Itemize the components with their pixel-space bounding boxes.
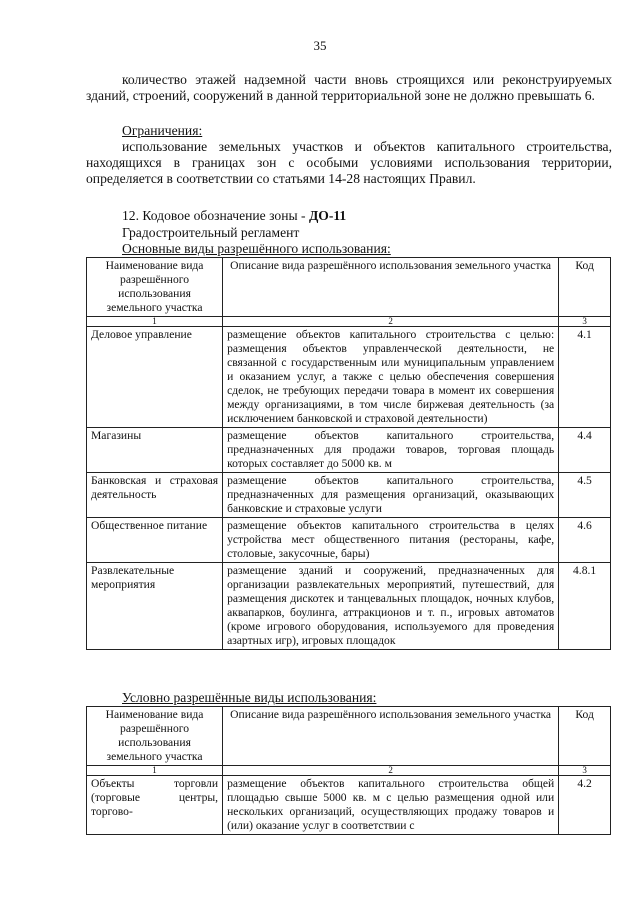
use-description: размещение объектов капитального строительства, предназначенных для продажи товаров, торговая площадь которых составляет до 5000 кв. м [223, 428, 559, 473]
page-number: 35 [313, 38, 327, 53]
conditional-uses-table [86, 706, 611, 835]
use-description: размещение объектов капитального строительства, предназначенных для размещения организаций, оказывающих банковские и страховые услуги [223, 473, 559, 518]
use-description: размещение объектов капитального строительства общей площадью свыше 5000 кв. м с целью размещения одной или нескольких организаций, осуществляющих продажу товаров и (или) оказание услуг в соответствии с [223, 776, 559, 835]
use-name: Объекты торговли (торговые центры, торгово- [87, 776, 223, 835]
use-code: 4.2 [559, 776, 611, 835]
use-name: Магазины [87, 428, 223, 473]
table-row [87, 563, 611, 650]
table-header-row [87, 707, 611, 766]
header-code: Код [559, 258, 611, 317]
restrictions-label [86, 123, 612, 139]
header-code: Код [559, 707, 611, 766]
intro-paragraph-floors: количество этажей надземной части вновь строящихся или реконструируемых зданий, строений, сооружений в данной территориальной зоне не должно превышать 6. [86, 72, 612, 103]
zone-title-prefix: 12. Кодовое обозначение зоны - [122, 208, 309, 223]
intro-paragraph-restrictions: использование земельных участков и объектов капитального строительства, находящихся в границах зон с особыми условиями использования территории, определяется в соответствии со статьями 14-28 настоящих Правил. [86, 139, 612, 186]
use-code: 4.4 [559, 428, 611, 473]
regulation-label: Градостроительный регламент [122, 225, 300, 240]
restrictions-label-text: Ограничения: [122, 123, 203, 138]
use-code: 4.5 [559, 473, 611, 518]
col-number: 2 [223, 317, 559, 327]
use-name: Деловое управление [87, 327, 223, 428]
table-number-row [87, 766, 611, 776]
zone-code: ДО-11 [308, 208, 347, 223]
table-row [87, 327, 611, 428]
col-number: 2 [223, 766, 559, 776]
header-name: Наименование вида разрешённого использования земельного участка [87, 707, 223, 766]
use-description: размещение объектов капитального строительства с целью: размещения объектов управленческой деятельности, не связанной с государственным или муниципальным управлением и оказанием услуг, а также с целью обеспечения совершения сделок, не требующих передачи товара в момент их совершения между организациями, в том числе биржевая деятельность (за исключением банковской и страховой деятельности) [223, 327, 559, 428]
col-number: 3 [559, 317, 611, 327]
use-code: 4.6 [559, 518, 611, 563]
table-row [87, 428, 611, 473]
use-name: Общественное питание [87, 518, 223, 563]
use-description: размещение объектов капитального строительства в целях устройства мест общественного питания (рестораны, кафе, столовые, закусочные, бары) [223, 518, 559, 563]
use-code: 4.1 [559, 327, 611, 428]
use-name: Банковская и страховая деятельность [87, 473, 223, 518]
main-uses-heading: Основные виды разрешённого использования: [122, 241, 391, 256]
header-name: Наименование вида разрешённого использования земельного участка [87, 258, 223, 317]
use-description: размещение зданий и сооружений, предназначенных для организации развлекательных мероприятий, путешествий, для размещения дискотек и танцевальных площадок, ночных клубов, аквапарков, боулинга, аттракционов и т. п., игровых автоматов (кроме игрового оборудования, используемого для проведения азартных игр), игровых площадок [223, 563, 559, 650]
use-name: Развлекательные мероприятия [87, 563, 223, 650]
col-number: 3 [559, 766, 611, 776]
table-row [87, 518, 611, 563]
table-row [87, 776, 611, 835]
header-description: Описание вида разрешённого использования земельного участка [223, 258, 559, 317]
header-description: Описание вида разрешённого использования земельного участка [223, 707, 559, 766]
use-code: 4.8.1 [559, 563, 611, 650]
conditional-uses-heading: Условно разрешённые виды использования: [122, 690, 377, 705]
main-uses-table [86, 257, 611, 650]
table-row [87, 473, 611, 518]
col-number: 1 [87, 317, 223, 327]
table-number-row [87, 317, 611, 327]
zone-title [122, 208, 346, 224]
col-number: 1 [87, 766, 223, 776]
table-header-row [87, 258, 611, 317]
